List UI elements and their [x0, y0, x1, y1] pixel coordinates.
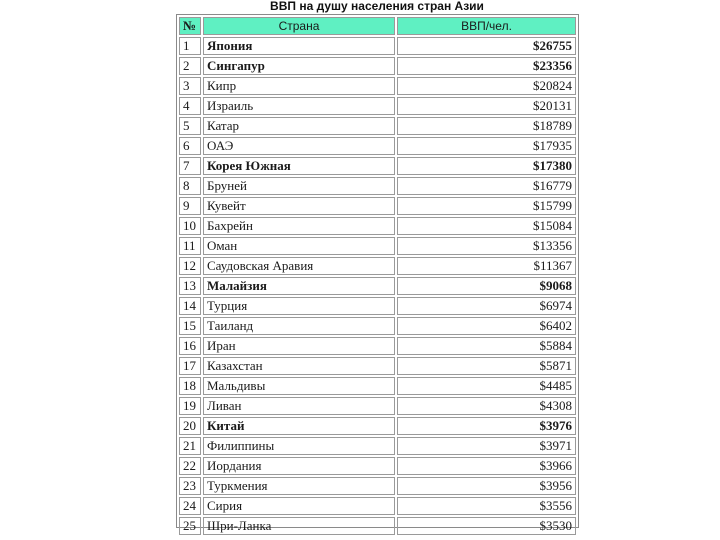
gdp-cell: $3966 [397, 457, 576, 475]
country-cell: Катар [203, 117, 395, 135]
table-row [179, 397, 576, 415]
country-cell: Иордания [203, 457, 395, 475]
row-number: 23 [179, 477, 201, 495]
header-country: Страна [203, 17, 395, 35]
gdp-cell: $16779 [397, 177, 576, 195]
country-cell: Казахстан [203, 357, 395, 375]
table-row [179, 277, 576, 295]
country-cell: Япония [203, 37, 395, 55]
table-row [179, 37, 576, 55]
row-number: 13 [179, 277, 201, 295]
gdp-cell: $6974 [397, 297, 576, 315]
country-cell: Кипр [203, 77, 395, 95]
gdp-cell: $9068 [397, 277, 576, 295]
row-number: 15 [179, 317, 201, 335]
gdp-table-container [176, 14, 579, 533]
table-row [179, 97, 576, 115]
table-row [179, 217, 576, 235]
gdp-cell: $3956 [397, 477, 576, 495]
row-number: 8 [179, 177, 201, 195]
table-row [179, 357, 576, 375]
country-cell: Китай [203, 417, 395, 435]
gdp-cell: $13356 [397, 237, 576, 255]
country-cell: Израиль [203, 97, 395, 115]
row-number: 12 [179, 257, 201, 275]
table-row [179, 457, 576, 475]
gdp-cell: $5884 [397, 337, 576, 355]
row-number: 5 [179, 117, 201, 135]
gdp-cell: $17380 [397, 157, 576, 175]
gdp-cell: $6402 [397, 317, 576, 335]
row-number: 7 [179, 157, 201, 175]
table-row [179, 257, 576, 275]
row-number: 19 [179, 397, 201, 415]
gdp-cell: $3556 [397, 497, 576, 515]
row-number: 10 [179, 217, 201, 235]
row-number: 20 [179, 417, 201, 435]
row-number: 25 [179, 517, 201, 535]
gdp-cell: $15799 [397, 197, 576, 215]
table-header-row [179, 17, 576, 35]
country-cell: Филиппины [203, 437, 395, 455]
gdp-cell: $11367 [397, 257, 576, 275]
country-cell: Туркмения [203, 477, 395, 495]
gdp-cell: $5871 [397, 357, 576, 375]
table-row [179, 437, 576, 455]
country-cell: Ливан [203, 397, 395, 415]
page-title: ВВП на душу населения стран Азии [270, 0, 484, 13]
gdp-cell: $23356 [397, 57, 576, 75]
header-number: № [179, 17, 201, 35]
gdp-cell: $26755 [397, 37, 576, 55]
row-number: 1 [179, 37, 201, 55]
row-number: 11 [179, 237, 201, 255]
table-row [179, 57, 576, 75]
table-row [179, 377, 576, 395]
header-gdp: ВВП/чел. [397, 17, 576, 35]
table-row [179, 197, 576, 215]
row-number: 6 [179, 137, 201, 155]
country-cell: ОАЭ [203, 137, 395, 155]
row-number: 21 [179, 437, 201, 455]
row-number: 18 [179, 377, 201, 395]
country-cell: Сингапур [203, 57, 395, 75]
table-row [179, 517, 576, 535]
country-cell: Иран [203, 337, 395, 355]
row-number: 4 [179, 97, 201, 115]
table-row [179, 237, 576, 255]
table-row [179, 77, 576, 95]
row-number: 22 [179, 457, 201, 475]
row-number: 16 [179, 337, 201, 355]
table-row [179, 337, 576, 355]
table-row [179, 157, 576, 175]
table-row [179, 477, 576, 495]
country-cell: Оман [203, 237, 395, 255]
table-row [179, 317, 576, 335]
gdp-cell: $4485 [397, 377, 576, 395]
country-cell: Малайзия [203, 277, 395, 295]
country-cell: Бахрейн [203, 217, 395, 235]
country-cell: Сирия [203, 497, 395, 515]
gdp-cell: $3530 [397, 517, 576, 535]
gdp-cell: $3976 [397, 417, 576, 435]
table-row [179, 297, 576, 315]
table-row [179, 417, 576, 435]
row-number: 14 [179, 297, 201, 315]
gdp-cell: $4308 [397, 397, 576, 415]
country-cell: Кувейт [203, 197, 395, 215]
gdp-cell: $15084 [397, 217, 576, 235]
country-cell: Корея Южная [203, 157, 395, 175]
row-number: 17 [179, 357, 201, 375]
table-row [179, 137, 576, 155]
gdp-cell: $20131 [397, 97, 576, 115]
country-cell: Саудовская Аравия [203, 257, 395, 275]
gdp-cell: $3971 [397, 437, 576, 455]
country-cell: Таиланд [203, 317, 395, 335]
row-number: 9 [179, 197, 201, 215]
country-cell: Шри-Ланка [203, 517, 395, 535]
gdp-cell: $18789 [397, 117, 576, 135]
country-cell: Турция [203, 297, 395, 315]
gdp-table [177, 15, 578, 537]
table-body [179, 37, 576, 535]
country-cell: Бруней [203, 177, 395, 195]
gdp-cell: $20824 [397, 77, 576, 95]
row-number: 3 [179, 77, 201, 95]
country-cell: Мальдивы [203, 377, 395, 395]
table-row [179, 497, 576, 515]
table-row [179, 117, 576, 135]
row-number: 2 [179, 57, 201, 75]
row-number: 24 [179, 497, 201, 515]
gdp-cell: $17935 [397, 137, 576, 155]
table-row [179, 177, 576, 195]
